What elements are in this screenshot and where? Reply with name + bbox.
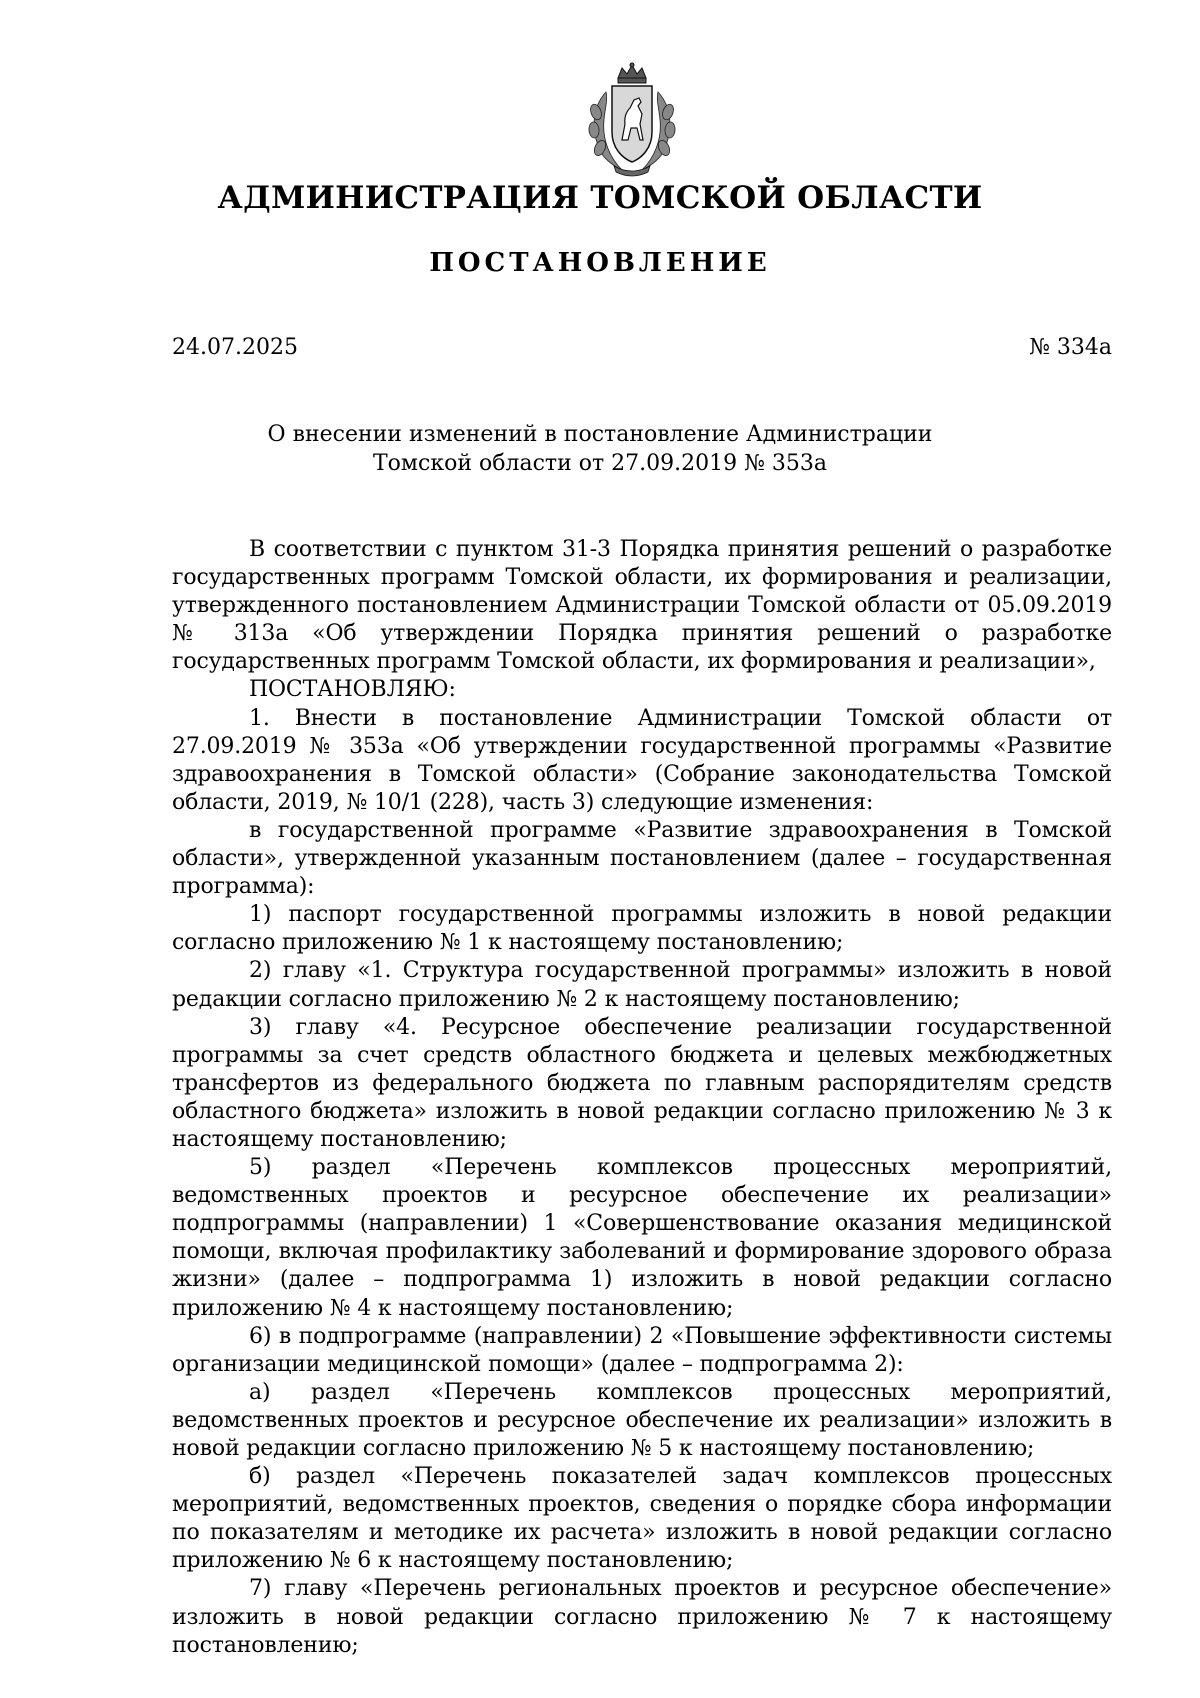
subitem-2-paragraph: 2) главу «1. Структура государственной программы» изложить в новой редакции согласно приложению № 2 к настоящему постановлению; (172, 958, 1112, 1012)
document-type-title: ПОСТАНОВЛЕНИЕ (429, 248, 771, 278)
preamble-paragraph: В соответствии с пунктом 31-3 Порядка принятия решений о разработке государственных программ Томской области, их формирования и реализации, утвержденного постановлением Администрации Томской области от 05.09.2019 № 313а «Об утверждении Порядка принятия решений о разработке государственных программ Томской области, их формирования и реализации», (172, 537, 1112, 675)
subitem-1-paragraph: 1) паспорт государственной программы изложить в новой редакции согласно приложению № 1 к настоящему постановлению; (172, 902, 1112, 956)
subitem-6-paragraph: 6) в подпрограмме (направлении) 2 «Повышение эффективности системы организации медицинской помощи» (далее – подпрограмма 2): (172, 1323, 1112, 1377)
item-1-paragraph: 1. Внести в постановление Администрации Томской области от 27.09.2019 № 353а «Об утверждении государственной программы «Развитие здравоохранения в Томской области» (Собрание законодательства Томской области, 2019, № 10/1 (228), часть 3) следующие изменения: (172, 705, 1112, 815)
document-subject (0, 420, 1200, 478)
subject-line-1: О внесении изменений в постановление Администрации (267, 422, 933, 447)
subject-line-2: Томской области от 27.09.2019 № 353а (372, 451, 828, 476)
decree-word: ПОСТАНОВЛЯЮ: (249, 677, 456, 703)
subitem-7-paragraph: 7) главу «Перечень региональных проектов и ресурсное обеспечение» изложить в новой редакции согласно приложению № 7 к настоящему постановлению; (172, 1576, 1112, 1658)
subitem-6a-paragraph: а) раздел «Перечень комплексов процессных мероприятий, ведомственных проектов и ресурсное обеспечение их реализации» изложить в новой редакции согласно приложению № 5 к настоящему постановлению; (172, 1379, 1112, 1461)
organization-title: АДМИНИСТРАЦИЯ ТОМСКОЙ ОБЛАСТИ (217, 180, 983, 216)
subitem-6b-paragraph: б) раздел «Перечень показателей задач комплексов процессных мероприятий, ведомственных проектов, сведения о порядке сбора информации по показателям и методике их расчета» изложить в новой редакции согласно приложению № 6 к настоящему постановлению; (172, 1464, 1112, 1574)
item-1-intro-paragraph: в государственной программе «Развитие здравоохранения в Томской области», утвержденной указанным постановлением (далее – государственная программа): (172, 817, 1112, 900)
subitem-5-paragraph: 5) раздел «Перечень комплексов процессных мероприятий, ведомственных проектов и ресурсное обеспечение их реализации» подпрограммы (направлении) 1 «Совершенствование оказания медицинской помощи, включая профилактику заболеваний и формирование здорового образа жизни» (далее – подпрограмма 1) изложить в новой редакции согласно приложению № 4 к настоящему постановлению; (172, 1155, 1112, 1321)
subitem-3-paragraph: 3) главу «4. Ресурсное обеспечение реализации государственной программы за счет средств областного бюджета и целевых межбюджетных трансфертов из федерального бюджета по главным распорядителям средств областного бюджета» изложить в новой редакции согласно приложению № 3 к настоящему постановлению; (172, 1014, 1112, 1152)
crown-icon (618, 63, 646, 83)
coat-of-arms-emblem (584, 62, 680, 180)
document-number: № 334а (1029, 335, 1112, 360)
document-body (172, 536, 1112, 1660)
document-date: 24.07.2025 (172, 335, 298, 360)
